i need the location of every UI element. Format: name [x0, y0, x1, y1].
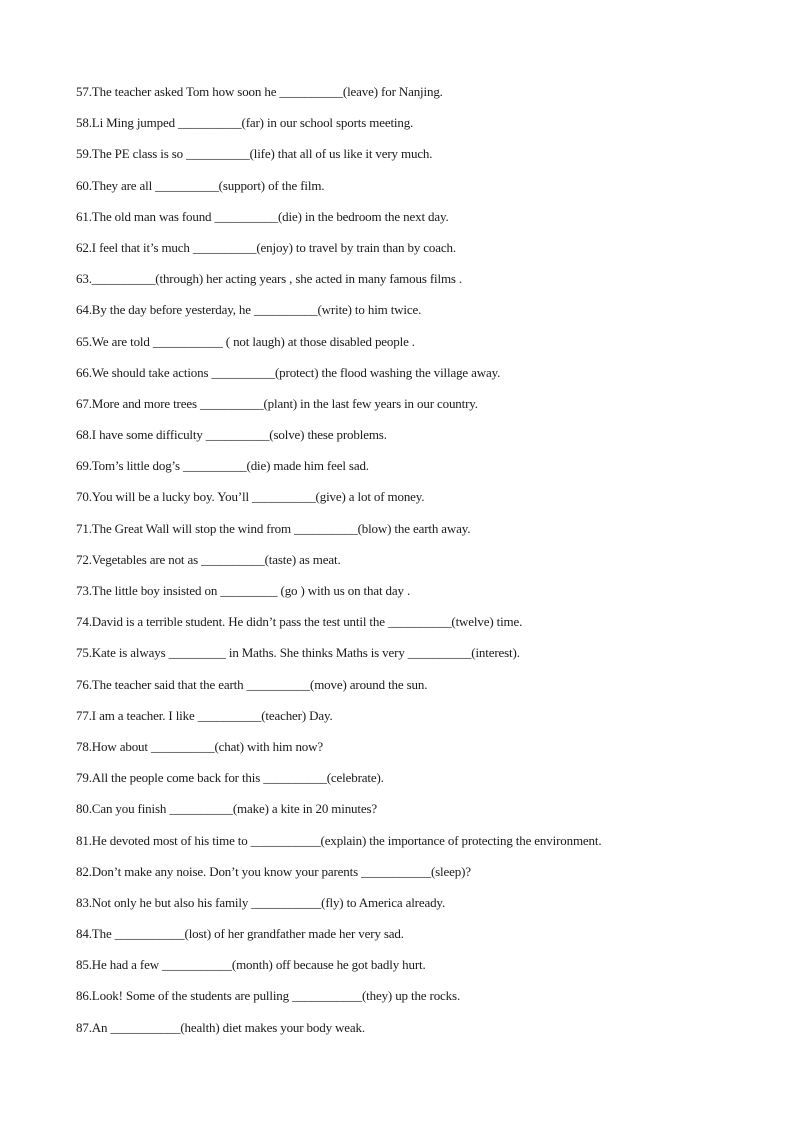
question-75: 75.Kate is always _________ in Maths. She thinks Maths is very __________(interest).: [76, 645, 520, 661]
question-70: 70.You will be a lucky boy. You’ll __________(give) a lot of money.: [76, 489, 425, 505]
question-76: 76.The teacher said that the earth __________(move) around the sun.: [76, 676, 428, 692]
question-61: 61.The old man was found __________(die) in the bedroom the next day.: [76, 208, 449, 224]
question-79: 79.All the people come back for this __________(celebrate).: [76, 770, 384, 786]
question-71: 71.The Great Wall will stop the wind from __________(blow) the earth away.: [76, 520, 471, 536]
question-74: 74.David is a terrible student. He didn’t pass the test until the __________(twelve) time.: [76, 614, 523, 630]
question-84: 84.The ___________(lost) of her grandfather made her very sad.: [76, 926, 404, 942]
question-67: 67.More and more trees __________(plant) in the last few years in our country.: [76, 395, 478, 411]
question-list: [76, 82, 756, 1049]
question-73: 73.The little boy insisted on _________ (go ) with us on that day .: [76, 583, 411, 598]
question-80: 80.Can you finish __________(make) a kite in 20 minutes?: [76, 801, 378, 817]
question-68: 68.I have some difficulty __________(solve) these problems.: [76, 427, 387, 443]
question-62: 62.I feel that it’s much __________(enjoy) to travel by train than by coach.: [76, 239, 456, 255]
question-72: 72.Vegetables are not as __________(taste) as meat.: [76, 551, 341, 567]
question-66: 66.We should take actions __________(protect) the flood washing the village away.: [76, 364, 501, 380]
question-63: 63.__________(through) her acting years , she acted in many famous films .: [76, 271, 463, 287]
question-59: 59.The PE class is so __________(life) that all of us like it very much.: [76, 146, 433, 162]
question-57: 57.The teacher asked Tom how soon he __________(leave) for Nanjing.: [76, 84, 443, 99]
question-78: 78.How about __________(chat) with him now?: [76, 738, 324, 754]
question-81: 81.He devoted most of his time to ___________(explain) the importance of protecting the environment.: [76, 832, 602, 848]
question-86: 86.Look! Some of the students are pulling ___________(they) up the rocks.: [76, 988, 461, 1004]
question-64: 64.By the day before yesterday, he __________(write) to him twice.: [76, 302, 422, 318]
question-87: 87.An ___________(health) diet makes your body weak.: [76, 1019, 365, 1035]
question-60: 60.They are all __________(support) of the film.: [76, 177, 325, 193]
question-69: 69.Tom’s little dog’s __________(die) made him feel sad.: [76, 458, 369, 474]
question-58: 58.Li Ming jumped __________(far) in our school sports meeting.: [76, 115, 414, 131]
question-65: 65.We are told ___________ ( not laugh) at those disabled people .: [76, 333, 415, 349]
question-82: 82.Don’t make any noise. Don’t you know your parents ___________(sleep)?: [76, 863, 471, 879]
question-77: 77.I am a teacher. I like __________(teacher) Day.: [76, 707, 333, 723]
question-83: 83.Not only he but also his family ___________(fly) to America already.: [76, 894, 446, 910]
question-85: 85.He had a few ___________(month) off because he got badly hurt.: [76, 957, 426, 973]
